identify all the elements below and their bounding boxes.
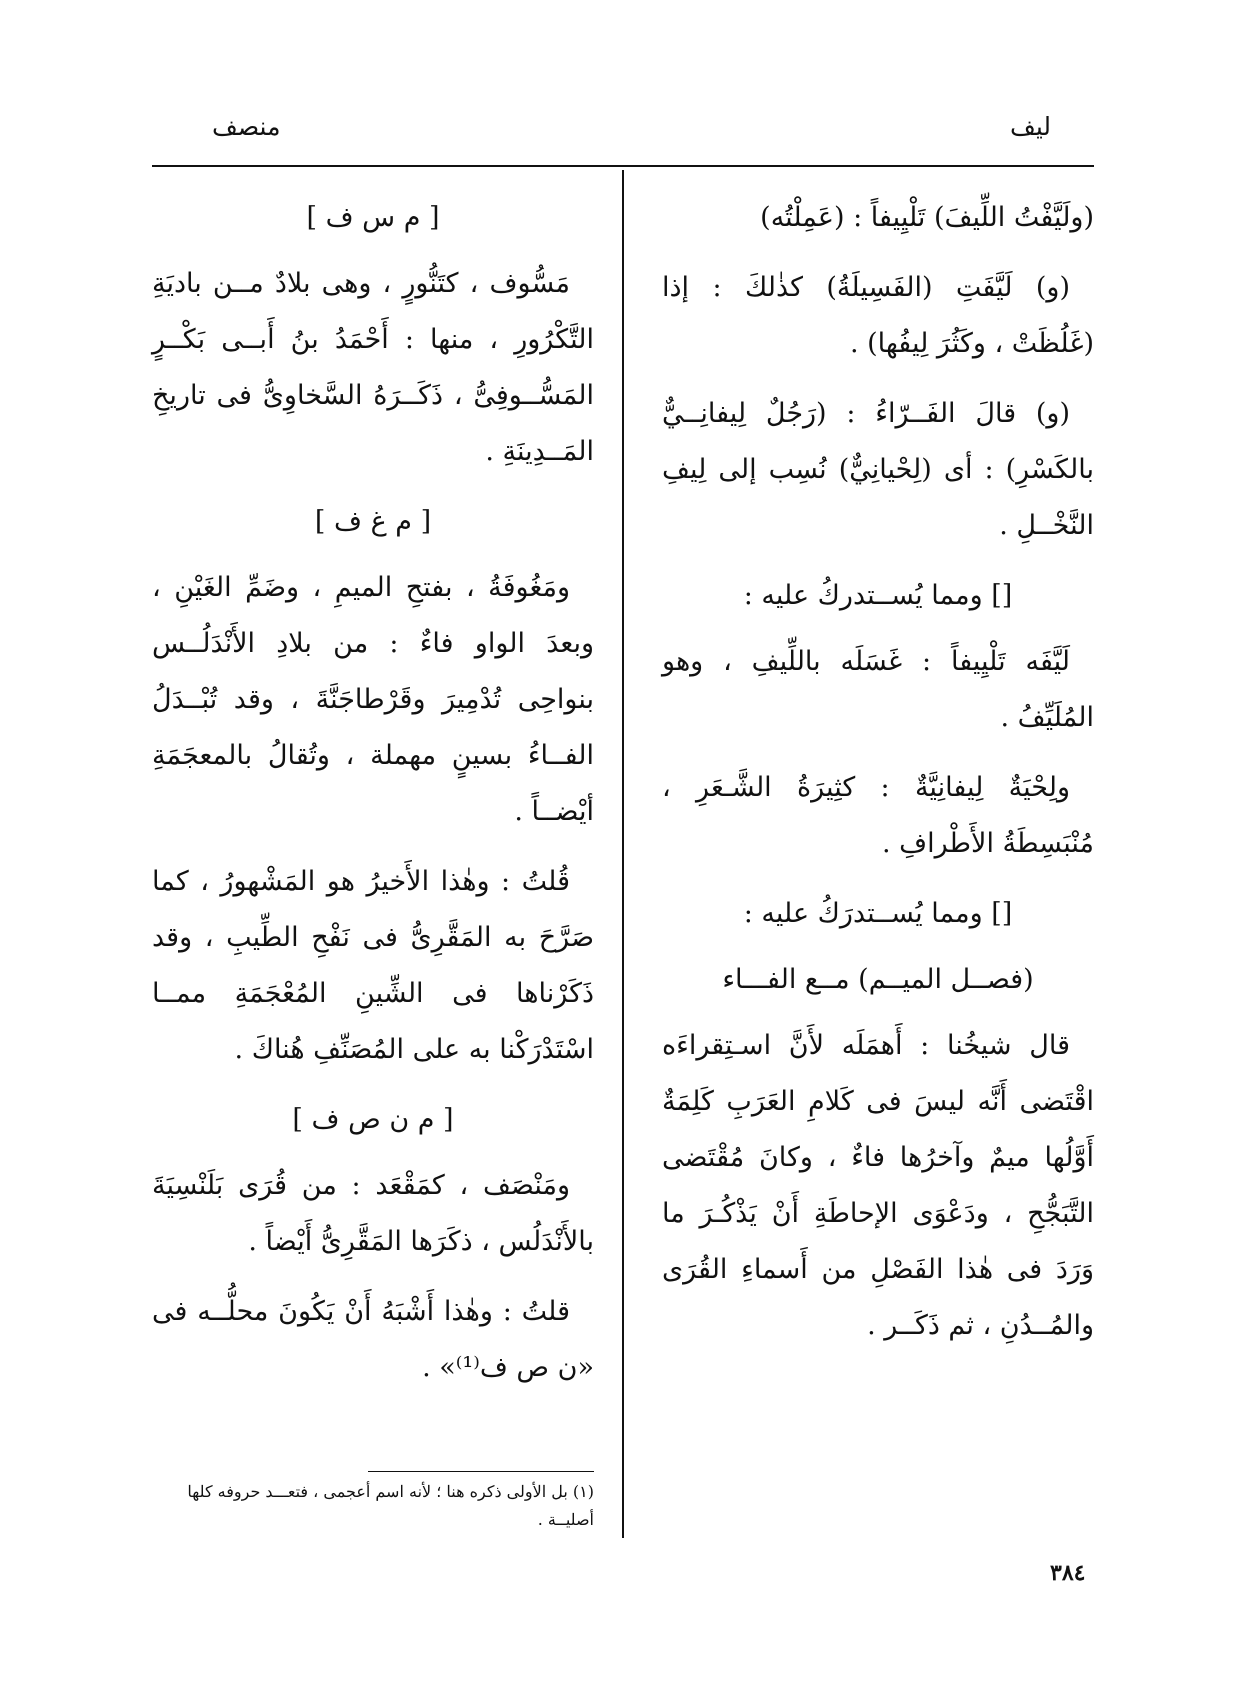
- left-column: [152, 190, 594, 1410]
- footnote-separator: [368, 1471, 594, 1472]
- right-paragraph-3: (و) قالَ الفَــرّاءُ : (رَجُلٌ لِيفانِــيٌّ بالكَسْرِ) : أى (لِحْيانِيٌّ) نُسِب إلى لِيفِ النَّخْــلِ .: [662, 398, 1094, 541]
- entry-heading-mnsf: [ م ن ص ف ]: [292, 1104, 454, 1135]
- entry-mnsf-text: ومَنْصَف ، كمَقْعَد : من قُرَى بَلَنْسِيَةَ بالأَنْدَلُس ، ذكَرَها المَقَّرِىُّ أَيْضاً .: [152, 1170, 594, 1257]
- entry-mghf-text: ومَغُوفَةُ ، بفتحِ الميمِ ، وضَمِّ الغَيْنِ ، وبعدَ الواو فاءٌ : من بلادِ الأَنْدَلُــس بنواحِى تُدْمِيرَ وقَرْطاجَنَّةَ ، وقد تُبْــدَلُ الفــاءُ بسينٍ مهملة ، وتُقالُ بالمعجَمَةِ أيْضــاً .: [152, 572, 594, 827]
- entry-mghf-note: قُلتُ : وهٰذا الأَخيرُ هو المَشْهورُ ، كما صَرَّحَ به المَقَّرِىُّ فى نَفْحِ الطِّيبِ ، وقد ذَكَرْناها فى الشِّينِ المُعْجَمَةِ ممــا اسْتَدْرَكْنا به على المُصَنِّفِ هُناكَ .: [152, 866, 594, 1065]
- header-right-word: ليف: [1010, 112, 1052, 141]
- entry-msf-text: مَسُّوف ، كتَنُّورٍ ، وهى بلادٌ مــن باديَةِ التَّكْرُورِ ، منها : أَحْمَدُ بنُ أَبــى بَكْــرٍ المَسُّــوفِىُّ ، ذَكَــرَهُ السَّخاوِىُّ فى تاريخِ المَــدِينَةِ .: [152, 268, 594, 467]
- right-paragraph-1: (ولَيَّفْتُ اللِّيفَ) تَلْيِيفاً : (عَمِلْتُه): [760, 202, 1094, 233]
- right-paragraph-6: قال شيخُنا : أَهمَلَه لأَنَّ اسـتِقراءَه اقْتَضى أَنَّه ليسَ فى كَلامِ العَرَبِ كَلِمَةٌ أَوَّلُها ميمٌ وآخرُها فاءٌ ، وكانَ مُقْتَضى التَّبَجُّحِ ، ودَعْوَى الإحاطَةِ أَنْ يَذْكُـرَ ما وَرَدَ فى هٰذا الفَصْلِ من أَسماءِ القُرَى والمُــدُنِ ، ثم ذَكَــر .: [662, 1030, 1094, 1341]
- right-subheading-2: [] ومما يُســتدرَكُ عليه :: [743, 898, 1013, 929]
- column-divider: [622, 170, 624, 1538]
- entry-heading-mghf: [ م غ ف ]: [314, 506, 432, 537]
- right-column: [662, 190, 1094, 1368]
- entry-mnsf-note: قلتُ : وهٰذا أَشْبَهُ أَنْ يَكُونَ محلُّــه فى «ن ص ف⁽¹⁾» .: [152, 1296, 594, 1383]
- footnote: (١) بل الأولى ذكره هنا ؛ لأنه اسم أعجمى ، فتعـــد حروفه كلها أصليــة .: [187, 1482, 594, 1529]
- header-rule: [152, 165, 1094, 167]
- header-left-word: منصف: [212, 112, 281, 141]
- right-paragraph-2: (و) لَيَّفَتِ (الفَسِيلَةُ) كذٰلكَ : إذا (غَلُظَتْ ، وكَثُرَ لِيفُها) .: [662, 272, 1094, 359]
- right-subheading-1: [] ومما يُســتدركُ عليه :: [743, 580, 1013, 611]
- section-heading: (فصــل الميــم) مــع الفـــاء: [722, 964, 1034, 995]
- right-paragraph-5: ولِحْيَةٌ لِيفانِيَّةٌ : كثِيرَةُ الشَّـعَرِ ، مُنْبَسِطَةُ الأَطْرافِ .: [662, 772, 1094, 859]
- entry-heading-msf: [ م س ف ]: [306, 202, 440, 233]
- page-number: ٣٨٤: [1050, 1560, 1086, 1586]
- right-paragraph-4: لَيَّفَه تَلْيِيفاً : غَسَلَه باللِّيفِ ، وهو المُلَيِّفُ .: [662, 646, 1094, 733]
